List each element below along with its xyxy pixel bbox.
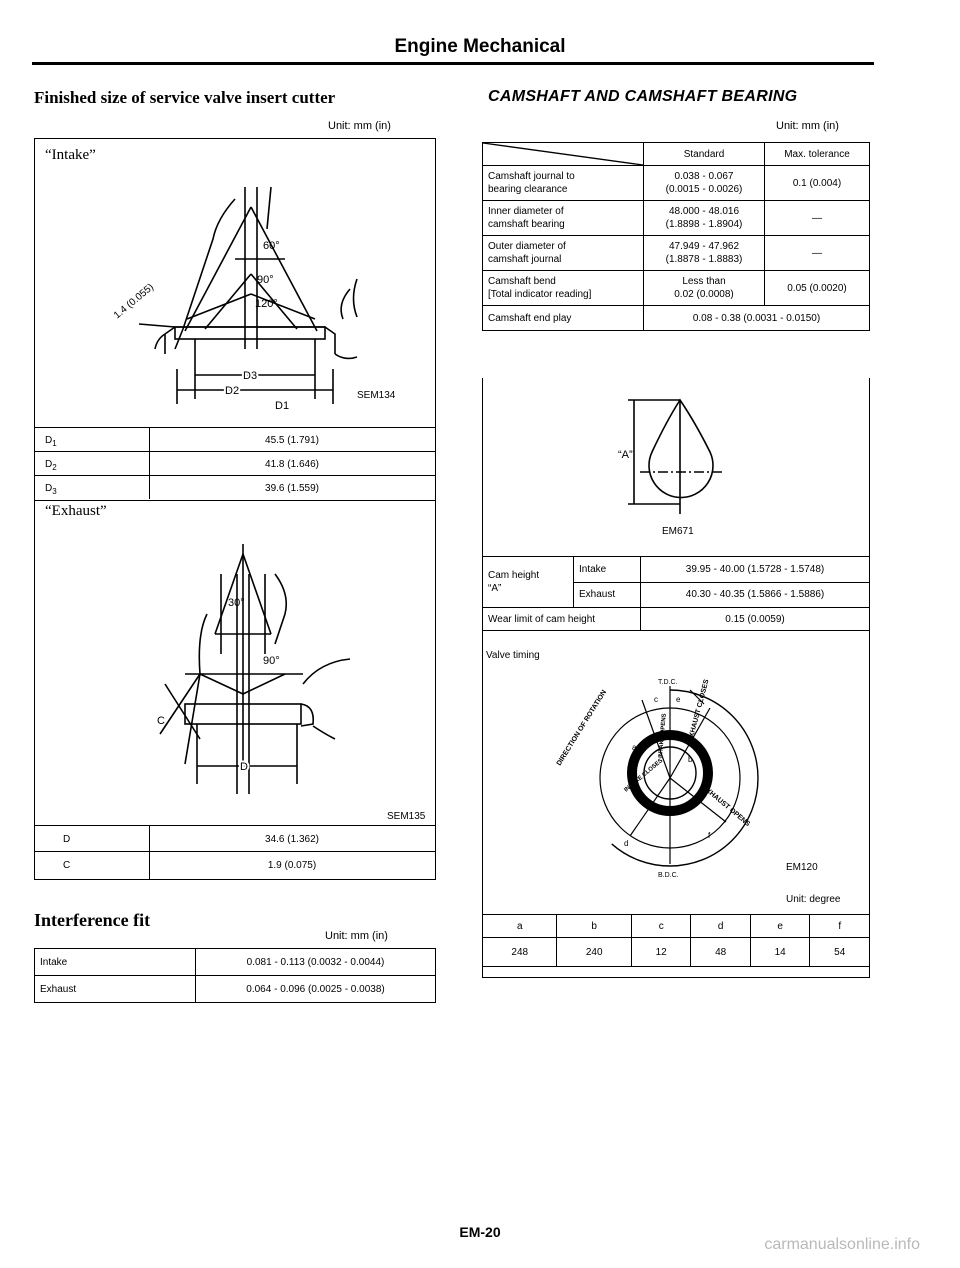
timing-value: 240 (557, 938, 631, 967)
timing-unit: Unit: degree (786, 894, 841, 905)
camshaft-spec-table (482, 142, 870, 331)
exhaust-col-divider (149, 825, 150, 879)
row-label: $D_3$ (45, 483, 57, 496)
row-standard: Less than 0.02 (0.0008) (644, 271, 765, 306)
row-value: 0.064 - 0.096 (0.0025 - 0.0038) (196, 976, 436, 1003)
bdc-label: B.D.C. (658, 872, 679, 878)
exhaust-row-d (35, 825, 435, 852)
corner-cell (483, 143, 644, 166)
exhaust-label: Exhaust (574, 582, 641, 608)
row-label: $D_2$ (45, 459, 57, 472)
em120-code: EM120 (786, 862, 818, 873)
spec-row-end-play (483, 306, 870, 331)
spec-row-journal-outer (483, 236, 870, 271)
cam-lobe-figure (600, 392, 750, 522)
angle-60-label: 60° (263, 240, 280, 252)
row-standard: 47.949 - 47.962 (1.8878 - 1.8883) (644, 236, 765, 271)
angle-90-label: 90° (257, 274, 274, 286)
timing-letter-b: b (688, 755, 693, 764)
dim-1-4-label: 1.4 (0.055) (111, 281, 156, 322)
intake-closes-label: INTAKE CLOSES (623, 757, 665, 794)
valve-timing-diagram (530, 668, 790, 878)
header-rule (32, 62, 874, 65)
intake-value: 39.95 - 40.00 (1.5728 - 1.5748) (641, 557, 870, 583)
watermark: carmanualsonline.info (764, 1236, 920, 1253)
exhaust-row-c (35, 851, 435, 878)
exhaust-label: “Exhaust” (45, 503, 107, 519)
row-label: Inner diameter of camshaft bearing (483, 201, 644, 236)
sem135-code: SEM135 (387, 811, 426, 822)
em671-code: EM671 (662, 526, 694, 537)
exhaust-angle-90-label: 90° (263, 655, 280, 667)
c-figure-label: C (157, 715, 165, 727)
row-standard: 48.000 - 48.016 (1.8898 - 1.8904) (644, 201, 765, 236)
camshaft-unit: Unit: mm (in) (776, 120, 839, 132)
row-value: 0.08 - 0.38 (0.0031 - 0.0150) (644, 306, 870, 331)
timing-value-row (483, 938, 870, 967)
intake-label: Intake (574, 557, 641, 583)
exhaust-value: 40.30 - 40.35 (1.5866 - 1.5886) (641, 582, 870, 608)
corner-diagonal (483, 143, 643, 165)
row-label: $D_1$ (45, 435, 57, 448)
timing-header: f (810, 915, 870, 938)
row-value: 41.8 (1.646) (265, 459, 319, 470)
row-value: 45.5 (1.791) (265, 435, 319, 446)
d-figure-label: D (240, 761, 248, 773)
d2-figure-label: D2 (225, 385, 240, 397)
timing-header: e (750, 915, 810, 938)
row-label: Intake (35, 949, 196, 976)
angle-120-label: 120° (255, 298, 278, 310)
interference-row-exhaust (35, 976, 436, 1003)
row-label: C (63, 860, 71, 871)
col-standard: Standard (644, 143, 765, 166)
intake-opens-label: INTAKE OPENS (658, 713, 668, 759)
page-number: EM-20 (459, 1224, 501, 1240)
intake-row-d2 (35, 451, 435, 476)
timing-letter-c: c (654, 695, 658, 704)
row-label: Camshaft end play (483, 306, 644, 331)
interference-title: Interference fit (34, 910, 151, 930)
cam-height-intake-row (483, 557, 870, 583)
timing-letter-a: a (632, 743, 637, 752)
d1-figure-label: D1 (275, 400, 290, 409)
interference-unit: Unit: mm (in) (325, 930, 388, 942)
camshaft-section-title: CAMSHAFT AND CAMSHAFT BEARING (488, 88, 798, 105)
cutter-section-title: Finished size of service valve insert cutter (34, 88, 336, 107)
interference-table (34, 948, 436, 1003)
valve-timing-title: Valve timing (486, 650, 540, 661)
exhaust-cutter-figure (125, 534, 385, 804)
row-value: 1.9 (0.075) (267, 860, 317, 871)
page-header-title: Engine Mechanical (394, 36, 566, 57)
intake-row-d3 (35, 475, 435, 501)
valve-timing-table (482, 914, 870, 967)
timing-header: c (631, 915, 691, 938)
timing-header: d (691, 915, 751, 938)
row-label: Outer diameter of camshaft journal (483, 236, 644, 271)
exhaust-closes-label: EXHAUST CLOSES (687, 678, 711, 743)
row-max: 0.05 (0.0020) (765, 271, 870, 306)
row-label: Camshaft journal to bearing clearance (483, 166, 644, 201)
wear-label: Wear limit of cam height (483, 608, 641, 631)
timing-value: 54 (810, 938, 870, 967)
row-value: 0.081 - 0.113 (0.0032 - 0.0044) (196, 949, 436, 976)
cam-a-label: “A” (618, 449, 633, 461)
row-standard: 0.038 - 0.067 (0.0015 - 0.0026) (644, 166, 765, 201)
intake-col-divider (149, 427, 150, 499)
timing-value: 48 (691, 938, 751, 967)
angle-30-label: 30° (228, 597, 245, 609)
col-max: Max. tolerance (765, 143, 870, 166)
timing-value: 14 (750, 938, 810, 967)
timing-header: b (557, 915, 631, 938)
interference-row-intake (35, 949, 436, 976)
d3-figure-label: D3 (243, 370, 258, 382)
cam-height-table (482, 556, 870, 631)
timing-value: 248 (483, 938, 557, 967)
intake-cutter-figure (95, 179, 425, 409)
intake-row-d1 (35, 427, 435, 452)
direction-label: DIRECTION OF ROTATION (555, 689, 609, 768)
row-max: 0.1 (0.004) (765, 166, 870, 201)
spec-row-bearing-inner (483, 201, 870, 236)
row-max: — (765, 236, 870, 271)
spec-header-row (483, 143, 870, 166)
sem134-code: SEM134 (357, 390, 396, 401)
wear-value: 0.15 (0.0059) (641, 608, 870, 631)
spec-row-bend (483, 271, 870, 306)
spec-row-journal-clearance (483, 166, 870, 201)
timing-letter-d: d (624, 839, 629, 848)
row-max: — (765, 201, 870, 236)
row-label: Camshaft bend [Total indicator reading] (483, 271, 644, 306)
timing-letter-f: f (708, 831, 711, 840)
timing-header: a (483, 915, 557, 938)
row-label: Exhaust (35, 976, 196, 1003)
exhaust-opens-label: EXHAUST OPENS (700, 784, 752, 829)
timing-value: 12 (631, 938, 691, 967)
row-value: 39.6 (1.559) (265, 483, 319, 494)
timing-letter-e: e (676, 695, 681, 704)
row-label: D (63, 834, 71, 845)
tdc-label: T.D.C. (658, 679, 678, 686)
row-value: 34.6 (1.362) (265, 834, 319, 845)
cam-height-label: Cam height “A” (483, 557, 574, 608)
cutter-panel (34, 138, 436, 880)
cutter-unit: Unit: mm (in) (328, 120, 391, 132)
intake-label: “Intake” (45, 147, 96, 163)
wear-limit-row (483, 608, 870, 631)
timing-header-row (483, 915, 870, 938)
